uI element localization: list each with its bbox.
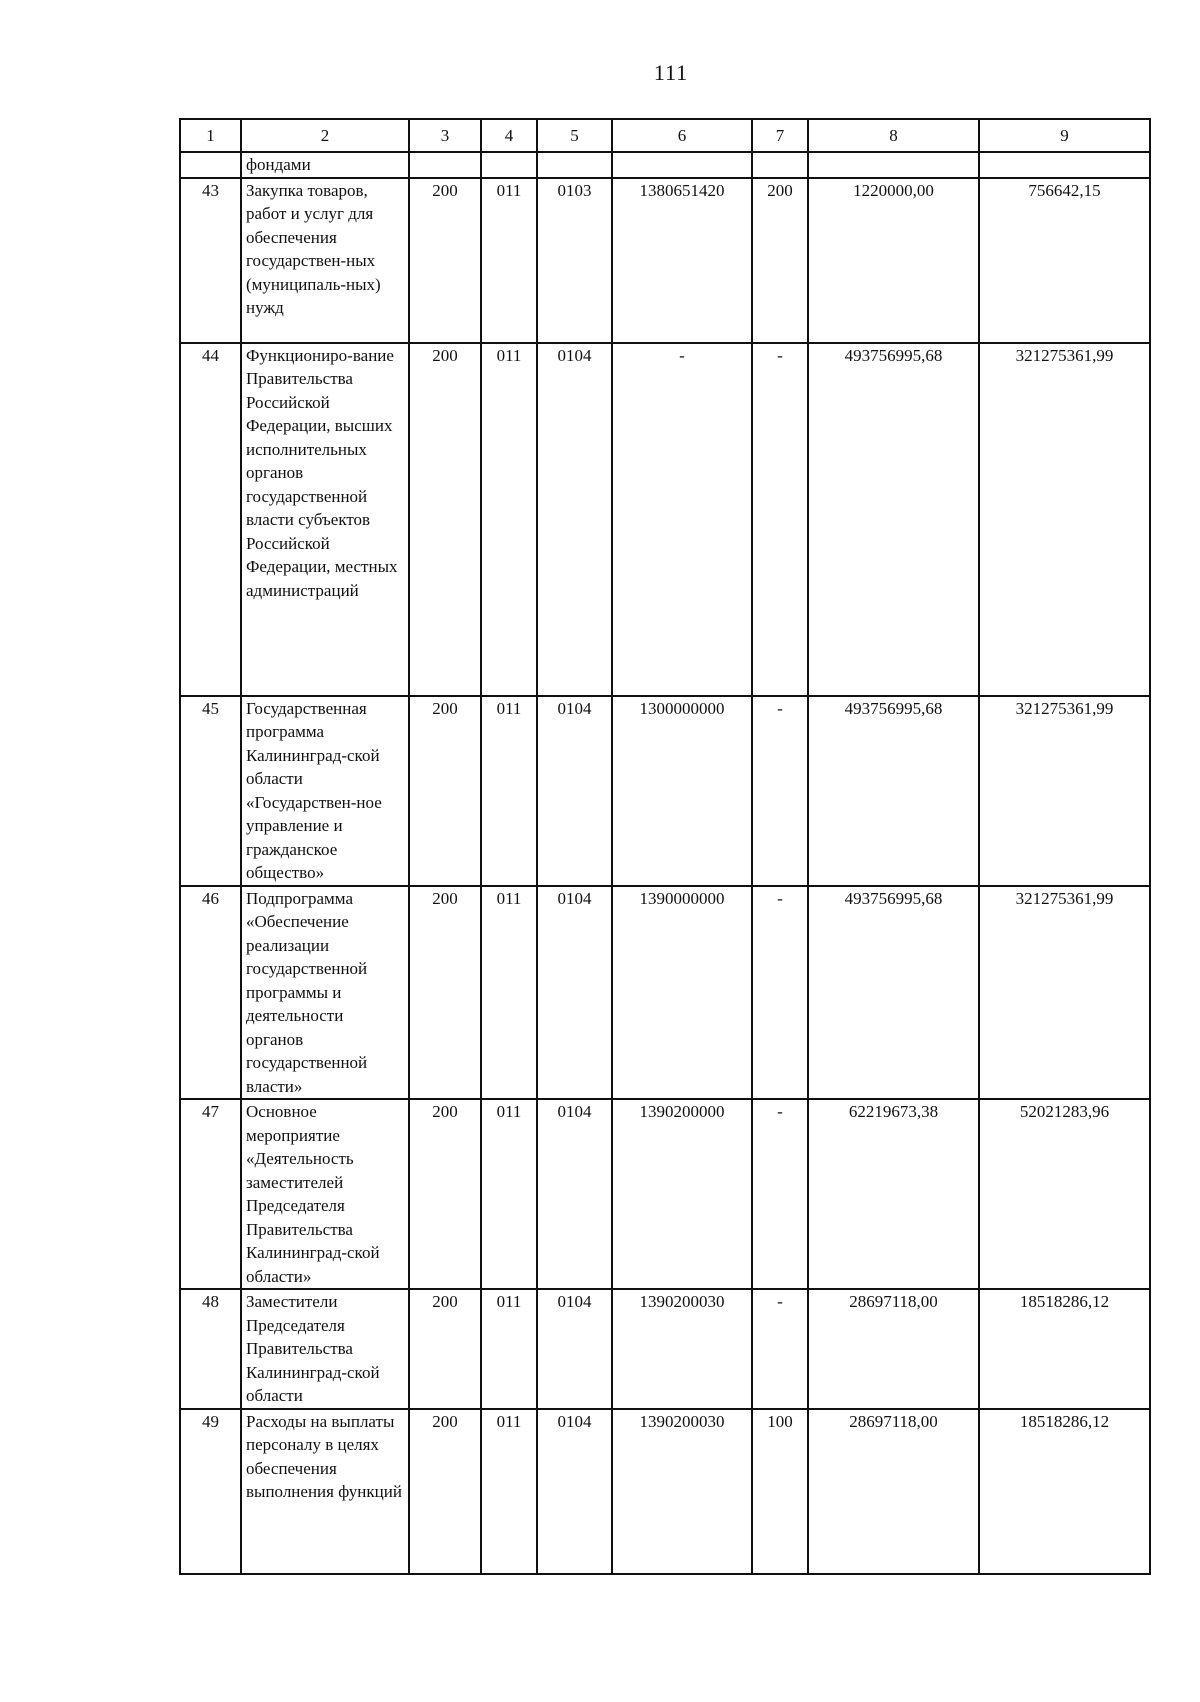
- cell-col8: 62219673,38: [808, 1099, 979, 1289]
- cell-col6: 1390000000: [612, 886, 752, 1100]
- cell-col7: -: [752, 1289, 808, 1409]
- column-header: 9: [979, 119, 1150, 152]
- cell-col8: 28697118,00: [808, 1289, 979, 1409]
- cell-col6: 1390200030: [612, 1409, 752, 1574]
- cell-col9: 52021283,96: [979, 1099, 1150, 1289]
- cell-col9: 18518286,12: [979, 1409, 1150, 1574]
- cell-col3: 200: [409, 178, 481, 343]
- row-number: [180, 152, 241, 178]
- cell-col9: 321275361,99: [979, 886, 1150, 1100]
- row-name: Основное мероприятие «Деятельность заместителей Председателя Правительства Калининград-ской области»: [241, 1099, 409, 1289]
- cell-col8: 493756995,68: [808, 886, 979, 1100]
- row-name: Государственная программа Калининград-ской области «Государствен-ное управление и гражданское общество»: [241, 696, 409, 886]
- row-name: Закупка товаров, работ и услуг для обеспечения государствен-ных (муниципаль-ных) нужд: [241, 178, 409, 343]
- column-header: 8: [808, 119, 979, 152]
- row-number: 45: [180, 696, 241, 886]
- cell-col5: 0104: [537, 1409, 612, 1574]
- table-row: [180, 1289, 1150, 1409]
- cell-col4: [481, 152, 537, 178]
- row-number: 46: [180, 886, 241, 1100]
- cell-col8: [808, 152, 979, 178]
- cell-col6: 1390200000: [612, 1099, 752, 1289]
- column-header: 4: [481, 119, 537, 152]
- row-name: Заместители Председателя Правительства Калининград-ской области: [241, 1289, 409, 1409]
- cell-col4: 011: [481, 1409, 537, 1574]
- header-row: [180, 119, 1150, 152]
- cell-col5: 0104: [537, 343, 612, 696]
- table-row: [180, 152, 1150, 178]
- table-row: [180, 1099, 1150, 1289]
- cell-col6: [612, 152, 752, 178]
- cell-col5: 0104: [537, 1289, 612, 1409]
- cell-col5: 0103: [537, 178, 612, 343]
- cell-col4: 011: [481, 886, 537, 1100]
- row-number: 47: [180, 1099, 241, 1289]
- table-row: [180, 886, 1150, 1100]
- cell-col5: 0104: [537, 1099, 612, 1289]
- cell-col5: 0104: [537, 696, 612, 886]
- cell-col7: 100: [752, 1409, 808, 1574]
- row-number: 49: [180, 1409, 241, 1574]
- cell-col4: 011: [481, 178, 537, 343]
- cell-col3: 200: [409, 886, 481, 1100]
- column-header: 1: [180, 119, 241, 152]
- cell-col3: 200: [409, 1099, 481, 1289]
- cell-col9: 321275361,99: [979, 343, 1150, 696]
- column-header: 3: [409, 119, 481, 152]
- cell-col3: 200: [409, 696, 481, 886]
- cell-col8: 1220000,00: [808, 178, 979, 343]
- row-name: Расходы на выплаты персоналу в целях обеспечения выполнения функций: [241, 1409, 409, 1574]
- column-header: 5: [537, 119, 612, 152]
- cell-col6: 1300000000: [612, 696, 752, 886]
- cell-col9: 18518286,12: [979, 1289, 1150, 1409]
- cell-col7: -: [752, 343, 808, 696]
- cell-col5: [537, 152, 612, 178]
- cell-col8: 493756995,68: [808, 696, 979, 886]
- cell-col3: 200: [409, 1409, 481, 1574]
- cell-col7: [752, 152, 808, 178]
- row-name: Подпрограмма «Обеспечение реализации государственной программы и деятельности органов государственной власти»: [241, 886, 409, 1100]
- cell-col4: 011: [481, 1289, 537, 1409]
- table-row: [180, 1409, 1150, 1574]
- row-name: фондами: [241, 152, 409, 178]
- cell-col7: -: [752, 886, 808, 1100]
- page-number: 111: [653, 60, 689, 85]
- cell-col4: 011: [481, 1099, 537, 1289]
- cell-col6: -: [612, 343, 752, 696]
- table-row: [180, 696, 1150, 886]
- cell-col4: 011: [481, 343, 537, 696]
- row-number: 44: [180, 343, 241, 696]
- cell-col9: [979, 152, 1150, 178]
- table-row: [180, 178, 1150, 343]
- cell-col6: 1380651420: [612, 178, 752, 343]
- cell-col3: 200: [409, 1289, 481, 1409]
- cell-col5: 0104: [537, 886, 612, 1100]
- column-header: 7: [752, 119, 808, 152]
- cell-col8: 493756995,68: [808, 343, 979, 696]
- row-name: Функциониро-вание Правительства Российской Федерации, высших исполнительных органов государственной власти субъектов Российской Федерации, местных администраций: [241, 343, 409, 696]
- cell-col6: 1390200030: [612, 1289, 752, 1409]
- budget-table: [179, 118, 1151, 1575]
- row-number: 48: [180, 1289, 241, 1409]
- row-number: 43: [180, 178, 241, 343]
- cell-col3: [409, 152, 481, 178]
- table-row: [180, 343, 1150, 696]
- cell-col7: -: [752, 696, 808, 886]
- cell-col9: 321275361,99: [979, 696, 1150, 886]
- column-header: 2: [241, 119, 409, 152]
- cell-col9: 756642,15: [979, 178, 1150, 343]
- cell-col4: 011: [481, 696, 537, 886]
- cell-col8: 28697118,00: [808, 1409, 979, 1574]
- cell-col7: 200: [752, 178, 808, 343]
- cell-col7: -: [752, 1099, 808, 1289]
- cell-col3: 200: [409, 343, 481, 696]
- column-header: 6: [612, 119, 752, 152]
